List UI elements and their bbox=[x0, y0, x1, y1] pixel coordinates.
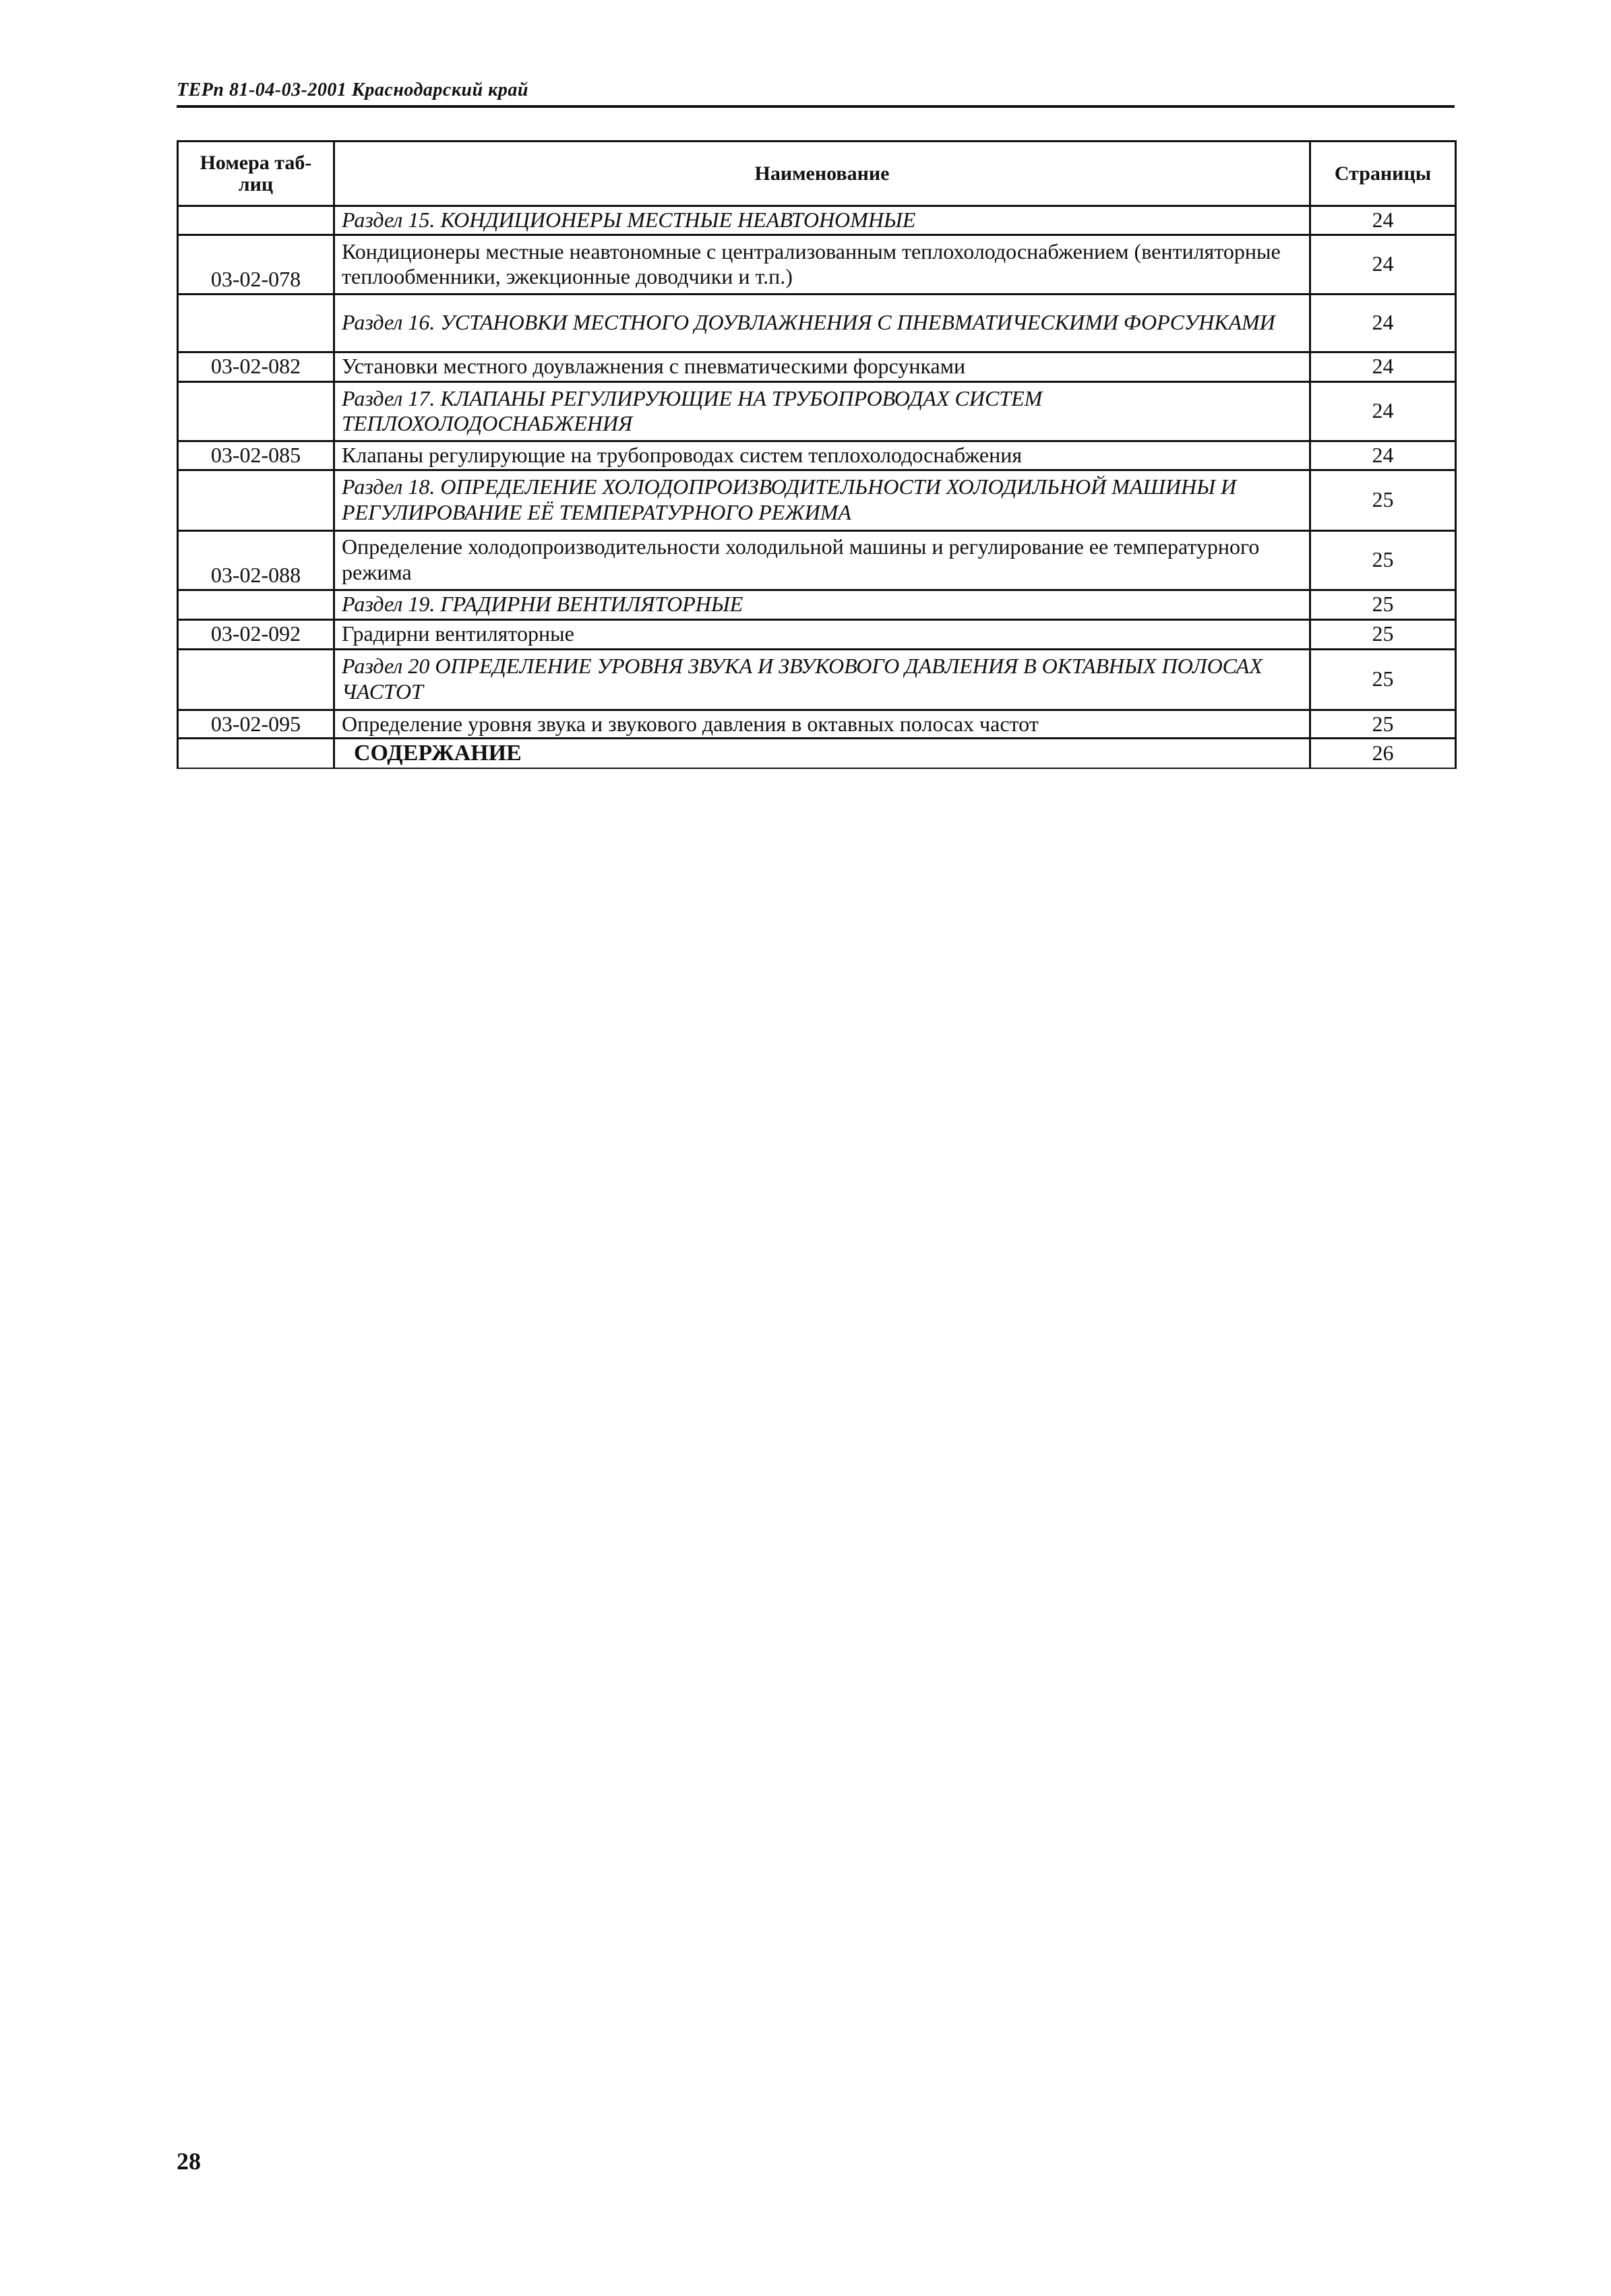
page-ref: 26 bbox=[1310, 739, 1456, 769]
table-row bbox=[178, 206, 1456, 235]
table-number: 03-02-092 bbox=[178, 619, 334, 649]
page-ref: 24 bbox=[1310, 206, 1456, 235]
table-row bbox=[178, 352, 1456, 381]
column-header-name: Наименование bbox=[334, 142, 1310, 206]
item-title: Клапаны регулирующие на трубопроводах систем теплохолодоснабжения bbox=[334, 441, 1310, 470]
table-row bbox=[178, 294, 1456, 352]
table-number bbox=[178, 739, 334, 769]
document-header: ТЕРп 81-04-03-2001 Краснодарский край bbox=[177, 80, 528, 100]
page-ref: 24 bbox=[1310, 381, 1456, 441]
item-title: Установки местного доувлажнения с пневматическими форсунками bbox=[334, 352, 1310, 381]
section-title: Раздел 15. КОНДИЦИОНЕРЫ МЕСТНЫЕ НЕАВТОНОМНЫЕ bbox=[334, 206, 1310, 235]
table-row bbox=[178, 470, 1456, 530]
page-ref: 25 bbox=[1310, 710, 1456, 739]
table-row bbox=[178, 381, 1456, 441]
section-title: Раздел 16. УСТАНОВКИ МЕСТНОГО ДОУВЛАЖНЕНИЯ С ПНЕВМАТИЧЕСКИМИ ФОРСУНКАМИ bbox=[334, 294, 1310, 352]
table-number: 03-02-095 bbox=[178, 710, 334, 739]
page-number: 28 bbox=[177, 2148, 201, 2175]
table-row bbox=[178, 235, 1456, 294]
table-row bbox=[178, 590, 1456, 619]
page-ref: 25 bbox=[1310, 530, 1456, 590]
table-row bbox=[178, 619, 1456, 649]
item-title: Градирни вентиляторные bbox=[334, 619, 1310, 649]
table-row bbox=[178, 710, 1456, 739]
header-rule bbox=[177, 105, 1455, 108]
contents-heading: СОДЕРЖАНИЕ bbox=[334, 739, 1310, 769]
section-title: Раздел 18. ОПРЕДЕЛЕНИЕ ХОЛОДОПРОИЗВОДИТЕЛЬНОСТИ ХОЛОДИЛЬНОЙ МАШИНЫ И РЕГУЛИРОВАНИЕ ЕЁ ТЕМПЕРАТУРНОГО РЕЖИМА bbox=[334, 470, 1310, 530]
toc-header-row bbox=[178, 142, 1456, 206]
page-ref: 24 bbox=[1310, 352, 1456, 381]
table-number bbox=[178, 590, 334, 619]
item-title: Определение уровня звука и звукового давления в октавных полосах частот bbox=[334, 710, 1310, 739]
item-title: Кондиционеры местные неавтономные с централизованным теплохолодоснабжением (вентиляторные теплообменники, эжекционные доводчики и т.п.) bbox=[334, 235, 1310, 294]
section-title: Раздел 17. КЛАПАНЫ РЕГУЛИРУЮЩИЕ НА ТРУБОПРОВОДАХ СИСТЕМ ТЕПЛОХОЛОДОСНАБЖЕНИЯ bbox=[334, 381, 1310, 441]
column-header-table-numbers: Номера таб-лиц bbox=[178, 142, 334, 206]
table-number bbox=[178, 294, 334, 352]
table-number: 03-02-085 bbox=[178, 441, 334, 470]
table-row bbox=[178, 441, 1456, 470]
column-header-pages: Страницы bbox=[1310, 142, 1456, 206]
page-ref: 25 bbox=[1310, 590, 1456, 619]
table-row bbox=[178, 739, 1456, 769]
table-number bbox=[178, 470, 334, 530]
table-row bbox=[178, 530, 1456, 590]
page-ref: 25 bbox=[1310, 619, 1456, 649]
table-number: 03-02-082 bbox=[178, 352, 334, 381]
table-number bbox=[178, 381, 334, 441]
table-number: 03-02-088 bbox=[178, 530, 334, 590]
item-title: Определение холодопроизводительности холодильной машины и регулирование ее температурного режима bbox=[334, 530, 1310, 590]
table-number bbox=[178, 649, 334, 710]
toc-table bbox=[177, 140, 1457, 769]
page-ref: 25 bbox=[1310, 649, 1456, 710]
table-row bbox=[178, 649, 1456, 710]
page-ref: 24 bbox=[1310, 441, 1456, 470]
section-title: Раздел 19. ГРАДИРНИ ВЕНТИЛЯТОРНЫЕ bbox=[334, 590, 1310, 619]
page-ref: 24 bbox=[1310, 294, 1456, 352]
page-ref: 24 bbox=[1310, 235, 1456, 294]
section-title: Раздел 20 ОПРЕДЕЛЕНИЕ УРОВНЯ ЗВУКА И ЗВУКОВОГО ДАВЛЕНИЯ В ОКТАВНЫХ ПОЛОСАХ ЧАСТОТ bbox=[334, 649, 1310, 710]
table-number: 03-02-078 bbox=[178, 235, 334, 294]
table-number bbox=[178, 206, 334, 235]
page-ref: 25 bbox=[1310, 470, 1456, 530]
